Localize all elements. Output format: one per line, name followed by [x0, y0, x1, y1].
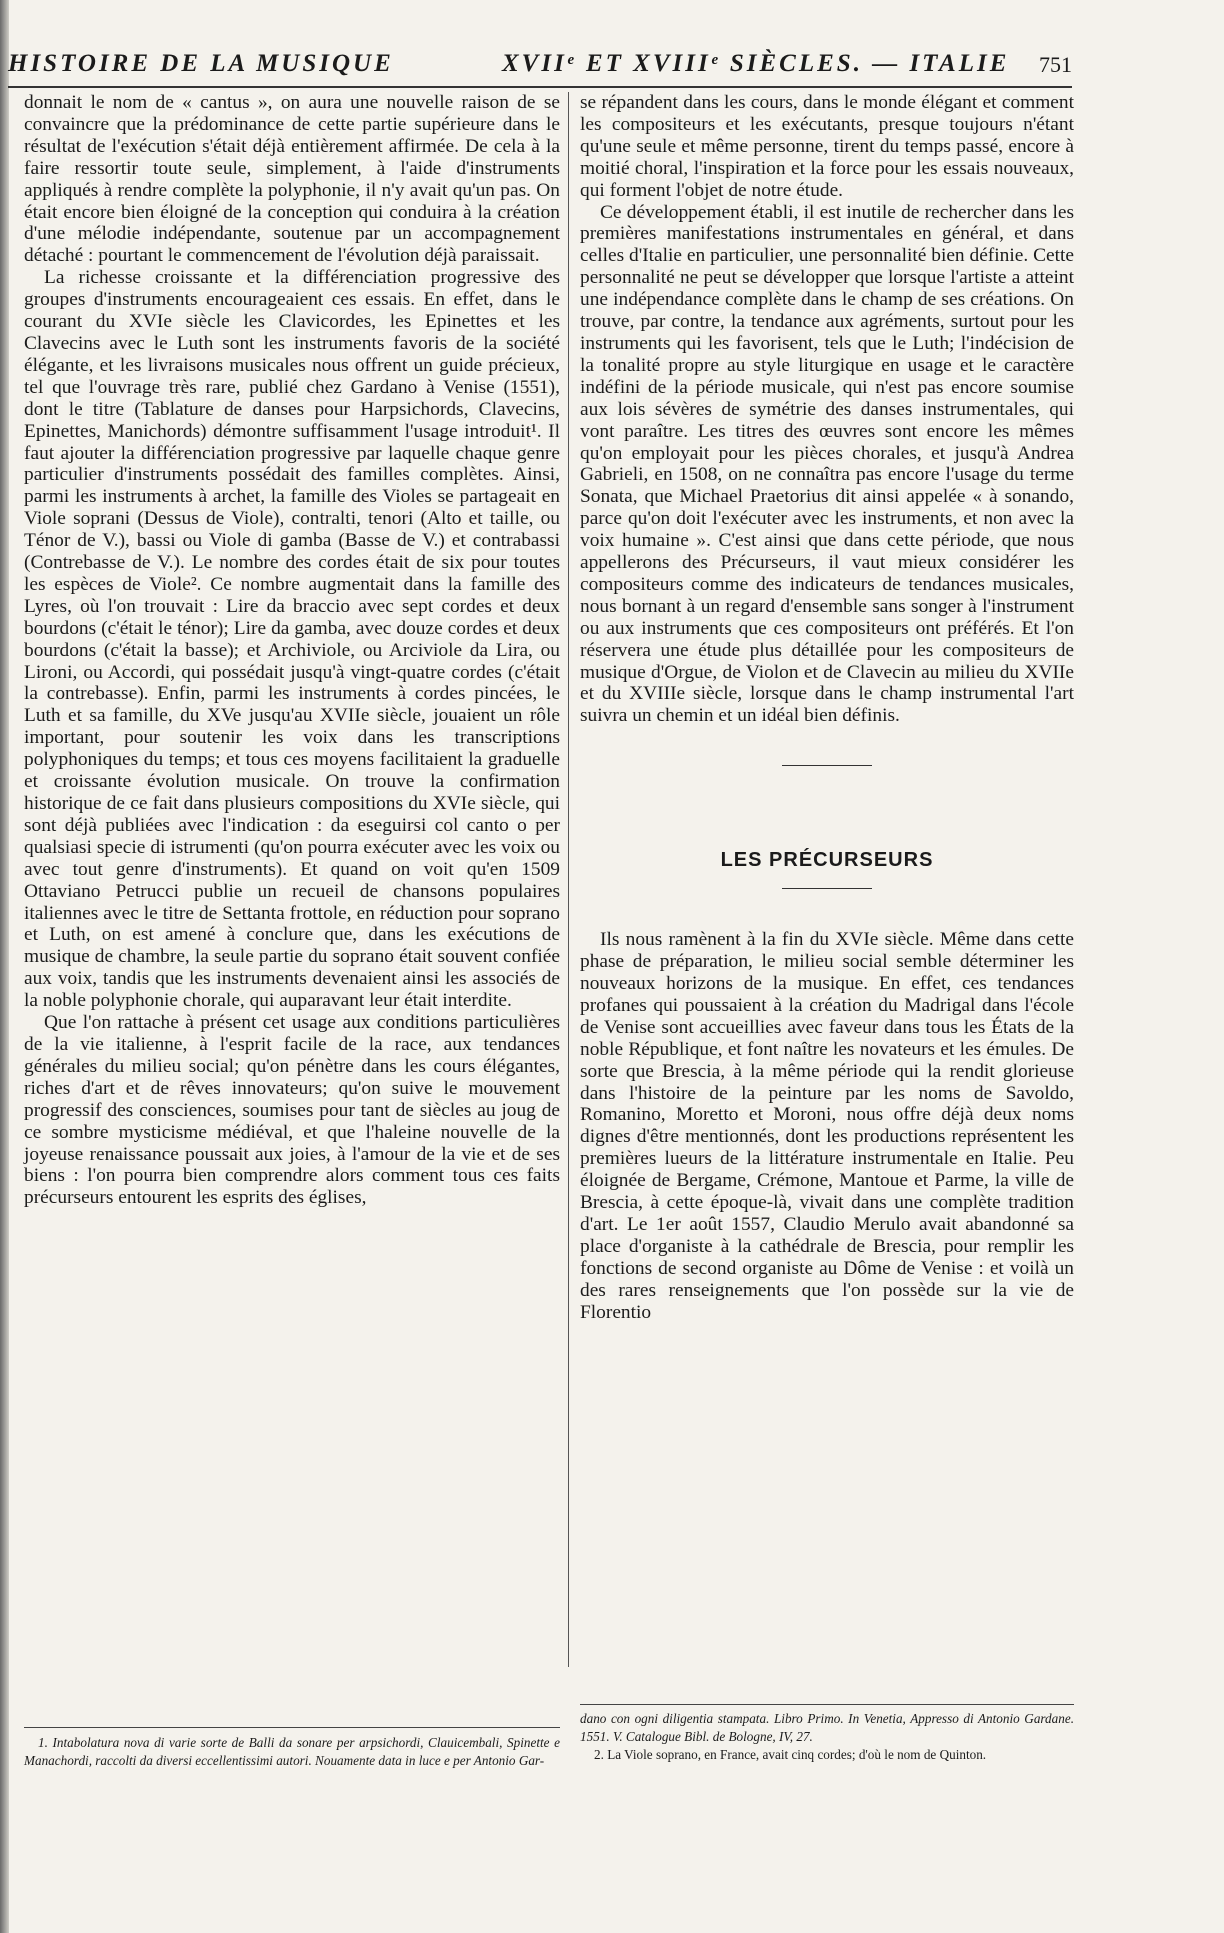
- header-rule: [8, 86, 1072, 88]
- footnote-1: 1. Intabolatura nova di varie sorte de Balli da sonare per arpsichordi, Clauicembali, Spinette e Manachordi, raccolti da diversi eccellentissimi autori. Nouamente data in luce e per Antonio Gar-: [24, 1735, 560, 1768]
- left-column: [24, 92, 560, 1209]
- left-paragraph-1: donnait le nom de « cantus », on aura une nouvelle raison de se convaincre que la prédominance de cette partie supérieure dans le résultat de l'exécution s'était déjà entièrement affirmée. De cela à la faire ressortir toute seule, simplement, à l'aide d'instruments appliqués à rendre complète la polyphonie, il n'y avait qu'un pas. On était encore bien éloigné de la conception qui conduira à la création d'une mélodie indépendante, soutenue par un accompagnement détaché : pourtant le commencement de l'évolution déjà paraissait.: [24, 92, 560, 267]
- right-column: [580, 92, 1074, 1324]
- footnotes-right: [580, 1710, 1074, 1764]
- right-paragraph-1: se répandent dans les cours, dans le monde élégant et comment les compositeurs et les exécutants, presque toujours n'étant qu'une seule et même personne, tirent du temps passé, encore à moitié choral, l'inspiration et la force pour les essais nouveaux, qui forment l'objet de notre étude.: [580, 92, 1074, 201]
- left-paragraph-3: Que l'on rattache à présent cet usage aux conditions particulières de la vie italienne, à l'esprit facile de la race, aux tendances générales du milieu social; qu'on pénètre dans les cours élégantes, riches d'art et de rêves innovateurs; qu'on suive le mouvement progressif des consciences, soumises pour tant de siècles au joug de ce sombre mysticisme médiéval, et que l'haleine nouvelle de la joyeuse renaissance poussait aux joies, à l'amour de la vie et de ses biens : l'on pourra bien comprendre alors comment tous ces faits précurseurs entourent les esprits des églises,: [24, 1012, 560, 1209]
- section-title: LES PRÉCURSEURS: [720, 849, 934, 872]
- section-paragraph-1: Ils nous ramènent à la fin du XVIe siècle. Même dans cette phase de préparation, le milieu social semble déterminer les nouveaux horizons de la musique. En effet, ces tendances profanes qui poussaient à la création du Madrigal dans l'école de Venise sont accueillies avec faveur dans tous les États de la noble République, et font naître les novateurs et les émules. De sorte que Brescia, à la même période qui la rendit glorieuse dans l'histoire de la peinture par les noms de Savoldo, Romanino, Moretto et Moroni, nous offre déjà deux noms dignes d'être mentionnés, dont les productions représentent les premières lueurs de la littérature instrumentale en Italie. Peu éloignée de Bergame, Crémone, Mantoue et Parme, la ville de Brescia, à cette époque-là, vivait dans une complète tradition d'art. Le 1er août 1557, Claudio Merulo avait abandonné sa place d'organiste à la cathédrale de Brescia, pour remplir les fonctions de second organiste au Dôme de Venise : et voilà un des rares renseignements que l'on possède sur la vie de Florentio: [580, 929, 1074, 1323]
- footnote-2: 2. La Viole soprano, en France, avait cinq cordes; d'où le nom de Quinton.: [594, 1747, 987, 1762]
- left-paragraph-2: La richesse croissante et la différenciation progressive des groupes d'instruments encourageaient ces essais. En effet, dans le courant du XVIe siècle les Clavicordes, les Epinettes et les Clavecins avec le Luth sont les instruments favoris de la société élégante, et les livraisons musicales nous offrent un guide précieux, tel que l'ouvrage très rare, publié chez Gardano à Venise (1551), dont le titre (Tablature de danses pour Harpsichords, Clavecins, Epinettes, Manichords) démontre suffisamment l'usage introduit¹. Il faut ajouter la différenciation progressive par laquelle chaque genre particulier d'instruments possédait des familles complètes. Ainsi, parmi les instruments à archet, la famille des Violes se partageait en Viole soprani (Dessus de Viole), contralti, tenori (Alto et taille, ou Ténor de V.), bassi ou Viole di gamba (Basse de V.) et contrabassi (Contrebasse de V.). Le nombre des cordes était de six pour toutes les espèces de Viole². Ce nombre augmentait dans la famille des Lyres, où l'on trouvait : Lire da braccio avec sept cordes et deux bourdons (c'était le ténor); Lire da gamba, avec douze cordes et deux bourdons (c'était la basse); et Archiviole, ou Arciviole da Lira, ou Lironi, ou Accordi, qui possédait jusqu'à vingt-quatre cordes (c'était la contrebasse). Enfin, parmi les instruments à cordes pincées, le Luth et sa famille, du XVe jusqu'au XVIIe siècle, jouaient un rôle important, pour soutenir les voix dans les transcriptions polyphoniques du temps; et tous ces moyens facilitaient la graduelle et croissante évolution musicale. On trouve la confirmation historique de ce fait dans plusieurs compositions du XVIe siècle, qui sont déjà publiées avec l'indication : da eseguirsi col canto o per qualsiasi specie di istrumenti (qu'on pourra exécuter avec les voix ou avec tout genre d'instruments). Et quand on voit qu'en 1509 Ottaviano Petrucci publie un recueil de chansons populaires italiennes avec le titre de Settanta frottole, en réduction pour soprano et Luth, on est amené à conclure que, dans les exécutions de musique de chambre, la seule partie du soprano était souvent confiée aux voix, tandis que les instruments devenaient ainsi les associés de la noble polyphonie chorale, qui auparavant leur était interdite.: [24, 267, 560, 1012]
- book-spine-shadow: [0, 0, 9, 1933]
- column-divider: [568, 92, 569, 1667]
- running-header: [8, 50, 1072, 86]
- header-book-title: HISTOIRE DE LA MUSIQUE: [8, 50, 394, 77]
- page-number: 751: [1039, 52, 1072, 77]
- right-paragraph-2: Ce développement établi, il est inutile de rechercher dans les premières manifestations instrumentales en général, et dans celles d'Italie en particulier, une personnalité bien définie. Cette personnalité ne peut se développer que lorsque l'artiste a atteint une indépendance complète dans le champ de ses créations. On trouve, par contre, la tendance aux agréments, surtout pour les instruments qui les favorisent, tels que le Luth; l'indécision de la tonalité propre au style liturgique en usage et le caractère indéfini de la période musicale, qui n'est pas encore soumise aux lois sévères de symétrie des danses instrumentales, qui vont paraître. Les titres des œuvres sont encore les mêmes qu'on employait pour les pièces chorales, et jusqu'à Andrea Gabrieli, en 1508, on ne connaîtra pas encore l'usage du terme Sonata, que Michael Praetorius dit ainsi appelée « à sonando, parce qu'on doit l'exécuter avec les instruments, et non avec la voix humaine ». C'est ainsi que dans cette période, que nous appellerons des Précurseurs, il vaut mieux considérer les compositeurs comme des indicateurs de tendances musicales, nous bornant à un regard d'ensemble sans songer à l'instrument ou aux instruments que ces compositeurs ont préférés. Et l'on réservera une étude plus détaillée pour les compositeurs de musique d'Orgue, de Violon et de Clavecin au milieu du XVIIe et du XVIIIe siècle, lorsque dans le champ instrumental l'art suivra un chemin et un idéal bien définis.: [580, 201, 1074, 727]
- footnote-1-continued: dano con ogni diligentia stampata. Libro Primo. In Venetia, Appresso di Antonio Gardane. 1551. V. Catalogue Bibl. de Bologne, IV, 27.: [580, 1711, 1074, 1744]
- footnotes-left: [24, 1734, 560, 1770]
- footnote-rule-right: [580, 1704, 1074, 1705]
- footnote-rule-left: [24, 1727, 560, 1728]
- header-chapter-title: XVIIᵉ ET XVIIIᵉ SIÈCLES. — ITALIE: [502, 50, 1010, 77]
